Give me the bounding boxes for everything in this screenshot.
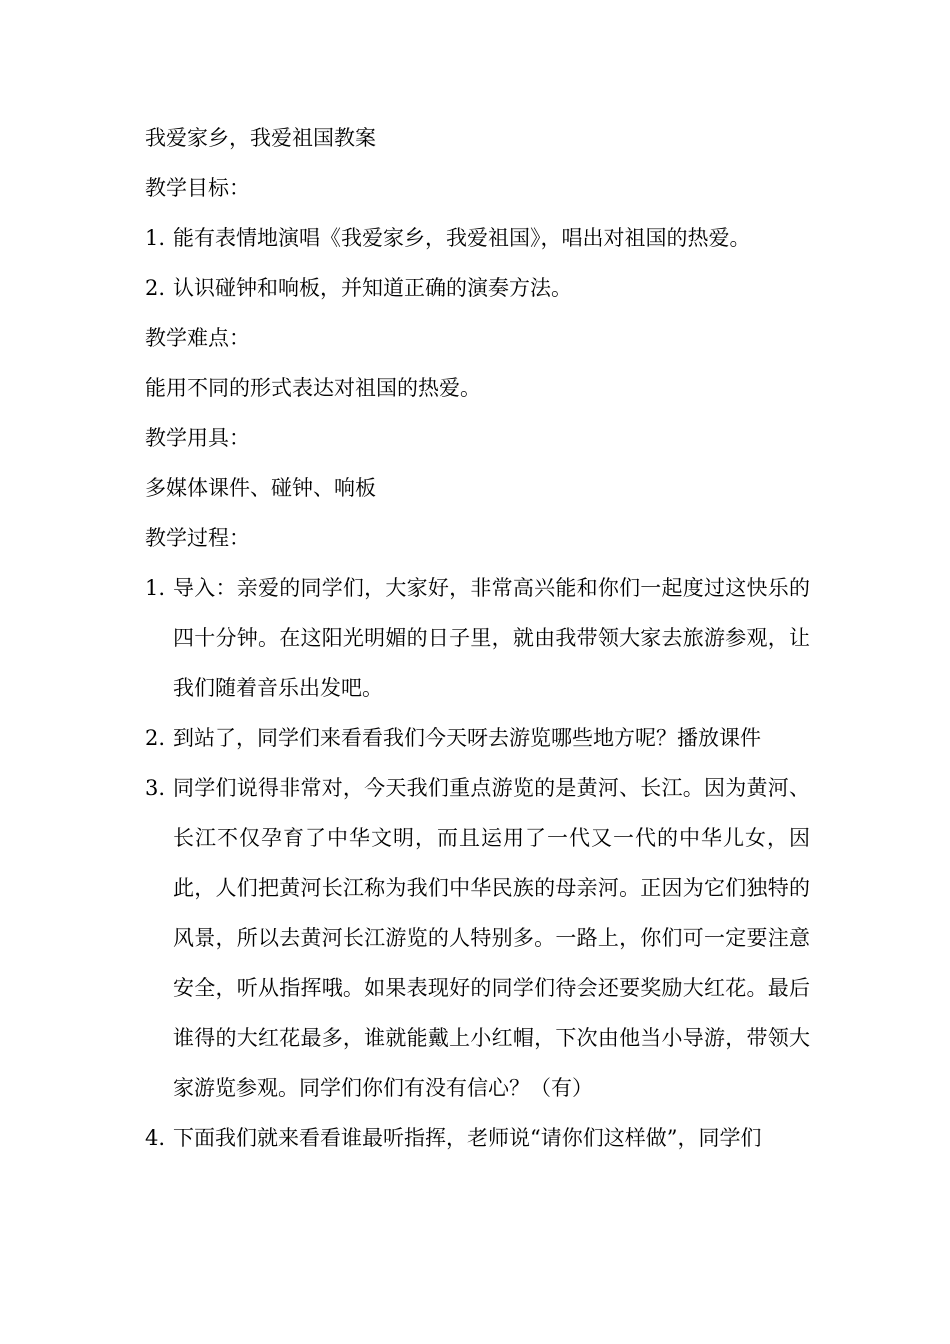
process-text: 下面我们就来看看谁最听指挥，老师说“请你们这样做”，同学们 <box>173 1126 762 1150</box>
objective-item <box>145 263 810 313</box>
tools-heading: 教学用具： <box>145 426 250 450</box>
process-item <box>145 1113 810 1163</box>
objective-item <box>145 213 810 263</box>
process-item <box>145 563 810 713</box>
process-text: 同学们说得非常对，今天我们重点游览的是黄河、长江。因为黄河、长江不仅孕育了中华文明，而且运用了一代又一代的中华儿女，因此，人们把黄河长江称为我们中华民族的母亲河。正因为它们独特的风景，所以去黄河长江游览的人特别多。一路上，你们可一定要注意安全，听从指挥哦。如果表现好的同学们待会还要奖励大红花。最后谁得的大红花最多，谁就能戴上小红帽，下次由他当小导游，带领大家游览参观。同学们你们有没有信心？（有） <box>173 776 810 1100</box>
process-number: 3. <box>145 776 166 800</box>
process-number: 1. <box>145 576 166 600</box>
process-text: 导入：亲爱的同学们，大家好，非常高兴能和你们一起度过这快乐的四十分钟。在这阳光明媚的日子里，就由我带领大家去旅游参观，让我们随着音乐出发吧。 <box>173 576 810 700</box>
objectives-heading: 教学目标： <box>145 176 250 200</box>
document-title: 我爱家乡，我爱祖国教案 <box>145 126 376 150</box>
tools-text: 多媒体课件、碰钟、响板 <box>145 476 376 500</box>
process-text: 到站了，同学们来看看我们今天呀去游览哪些地方呢？播放课件 <box>173 726 761 750</box>
process-heading: 教学过程： <box>145 526 250 550</box>
process-item <box>145 763 810 1113</box>
objective-text: 认识碰钟和响板，并知道正确的演奏方法。 <box>173 276 572 300</box>
objective-number: 1. <box>145 226 166 250</box>
process-number: 2. <box>145 726 166 750</box>
process-item <box>145 713 810 763</box>
document-body <box>145 113 810 1163</box>
process-number: 4. <box>145 1126 166 1150</box>
objective-text: 能有表情地演唱《我爱家乡，我爱祖国》，唱出对祖国的热爱。 <box>173 226 751 250</box>
objective-number: 2. <box>145 276 166 300</box>
difficulty-text: 能用不同的形式表达对祖国的热爱。 <box>145 376 481 400</box>
difficulty-heading: 教学难点： <box>145 326 250 350</box>
